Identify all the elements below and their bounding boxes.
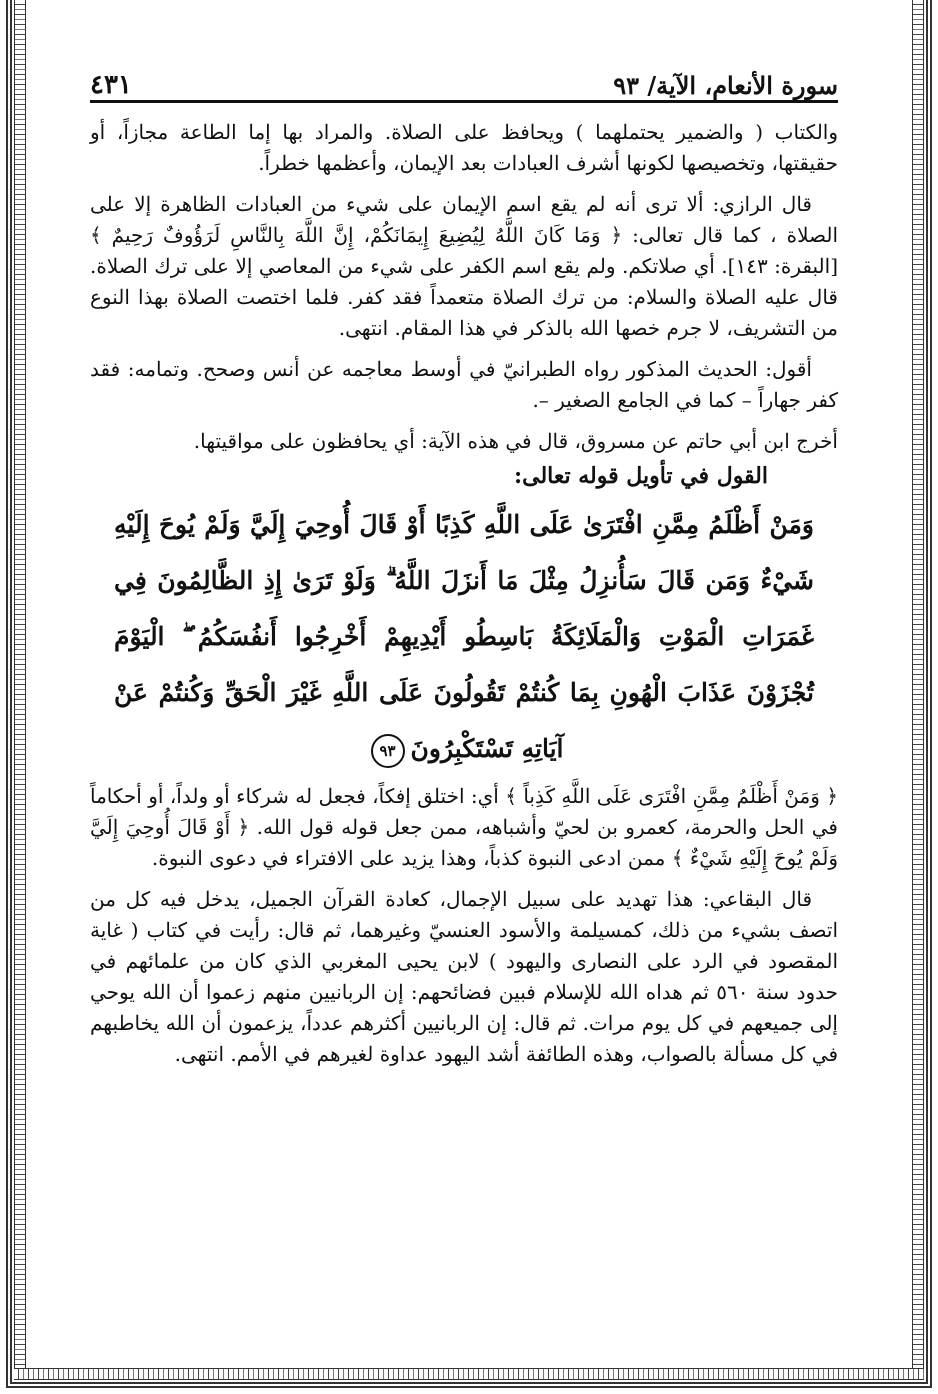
page-content [90,60,838,1070]
paragraph-razi: قال الرازي: ألا ترى أنه لم يقع اسم الإيمان على شيء من العبادات الظاهرة إلا على الصلاة ، كما قال تعالى: ﴿ وَمَا كَانَ اللَّهُ لِيُضِيعَ إِيمَانَكُمْ، إِنَّ اللَّهَ بِالنَّاسِ لَرَؤُوفٌ رَحِيمٌ ﴾ [البقرة: ١٤٣]. أي صلاتكم. ولم يقع اسم الكفر على شيء من المعاصي إلا على ترك الصلاة. قال عليه الصلاة والسلام: من ترك الصلاة متعمداً فقد كفر. فلما اختصت الصلاة بهذا النوع من التشريف، لا جرم خصها الله بالذكر في هذا المقام. انتهى. [90,192,839,340]
paragraph-masruq: أخرج ابن أبي حاتم عن مسروق، قال في هذه الآية: أي يحافظون على مواقيتها. [193,429,838,453]
quran-verse [114,497,814,777]
header-title: سورة الأنعام، الآية/ ٩٣ [613,71,838,100]
ayah-number-marker: ٩٣ [371,734,405,768]
section-heading: القول في تأويل قوله تعالى: [514,463,768,489]
paragraph-biqai: قال البقاعي: هذا تهديد على سبيل الإجمال، كعادة القرآن الجميل، يدخل فيه كل من اتصف بشيء من ذلك، كمسيلمة والأسود العنسيّ وغيرهما، ثم قال: رأيت في كتاب ( غاية المقصود في الرد على النصارى واليهود ) لابن يحيى المغربي الذي كان من علمائهم في حدود سنة ٥٦٠ ثم هداه الله للإسلام فبين فضائحهم: إن الربانيين منهم زعموا أن الله يوحي إلى جميعهم في كل يوم مرات. ثم قال: إن الربانيين أكثرهم عدداً، يزعمون أن الله يخاطبهم في كل مسألة بالصواب، وهذه الطائفة أشد اليهود عداوة لغيرهم في الأمم. انتهى. [90,887,838,1066]
paragraph-hadith: أقول: الحديث المذكور رواه الطبرانيّ في أوسط معاجمه عن أنس وصحح. وتمامه: فقد كفر جهاراً – كما في الجامع الصغير –. [90,357,838,412]
page-number: ٤٣١ [90,70,132,100]
bottom-border-ornament [14,1368,924,1380]
left-border-ornament [14,0,26,1375]
paragraph-tafsir: ﴿ وَمَنْ أَظْلَمُ مِمَّنِ افْتَرَى عَلَى اللَّهِ كَذِباً ﴾ أي: اختلق إفكاً، فجعل له شركاء أو ولداً، أو أحكاماً في الحل والحرمة، كعمرو بن لحيّ وأشباهه، ممن جعل قوله قول الله. ﴿ أَوْ قَالَ أُوحِيَ إِلَيَّ وَلَمْ يُوحَ إِلَيْهِ شَيْءٌ ﴾ ممن ادعى النبوة كذباً، وهذا يزيد على الافتراء في دعوى النبوة. [90,784,838,870]
running-header [90,60,838,103]
verse-text: وَمَنْ أَظْلَمُ مِمَّنِ افْتَرَىٰ عَلَى اللَّهِ كَذِبًا أَوْ قَالَ أُوحِيَ إِلَيَّ وَلَمْ يُوحَ إِلَيْهِ شَيْءٌ وَمَن قَالَ سَأُنزِلُ مِثْلَ مَا أَنزَلَ اللَّهُ ۗ وَلَوْ تَرَىٰ إِذِ الظَّالِمُونَ فِي غَمَرَاتِ الْمَوْتِ وَالْمَلَائِكَةُ بَاسِطُو أَيْدِيهِمْ أَخْرِجُوا أَنفُسَكُمُ ۖ الْيَوْمَ تُجْزَوْنَ عَذَابَ الْهُونِ بِمَا كُنتُمْ تَقُولُونَ عَلَى اللَّهِ غَيْرَ الْحَقِّ وَكُنتُمْ عَنْ آيَاتِهِ تَسْتَكْبِرُونَ [114,510,814,763]
right-border-ornament [912,0,924,1375]
paragraph-1: والكتاب ( والضمير يحتملهما ) ويحافظ على الصلاة. والمراد بها إما الطاعة مجازاً، أو حقيقتها، وتخصيصها لكونها أشرف العبادات بعد الإيمان، وأعظمها خطراً. [90,120,838,175]
